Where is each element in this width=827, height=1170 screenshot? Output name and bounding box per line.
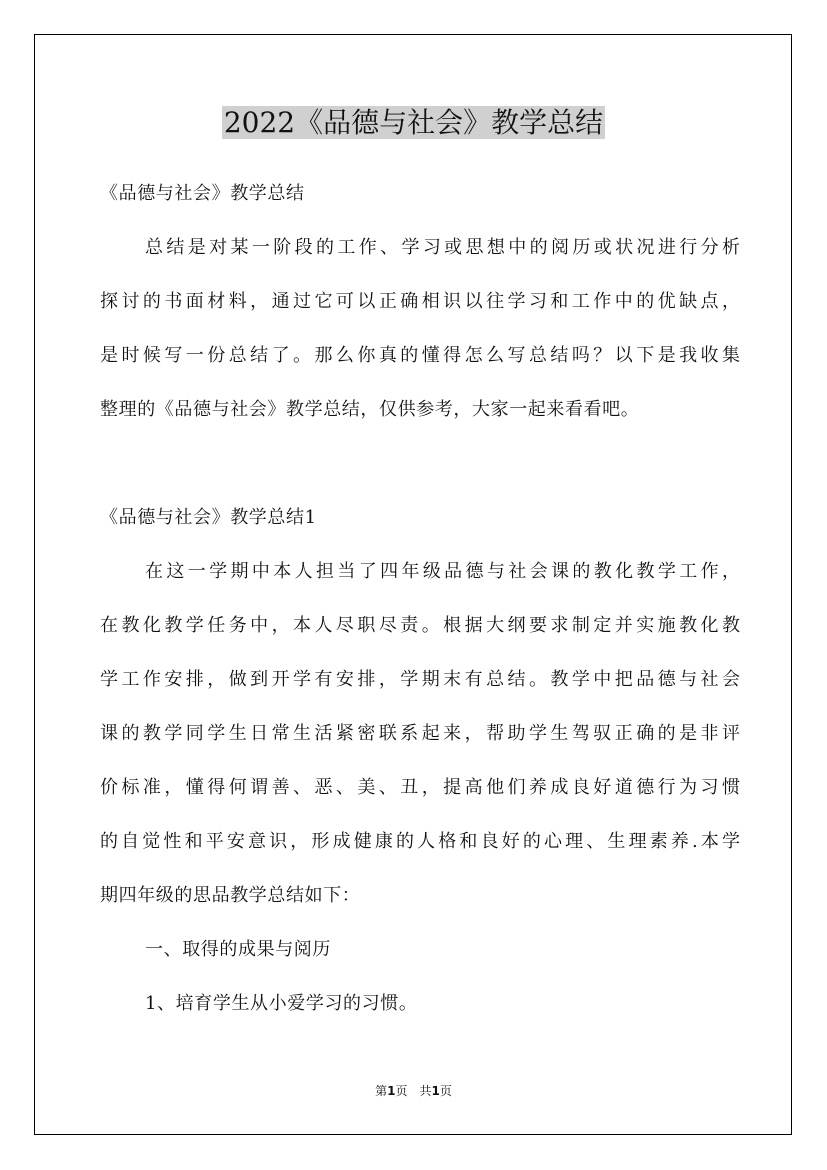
footer-prefix: 第 xyxy=(375,1084,388,1098)
intro-line-2: 探讨的书面材料，通过它可以正确相识以往学习和工作中的优缺点， xyxy=(100,291,740,312)
section1-line-3: 学工作安排，做到开学有安排，学期末有总结。教学中把品德与社会 xyxy=(100,669,740,690)
section1-line-2: 在教化教学任务中，本人尽职尽责。根据大纲要求制定并实施教化教 xyxy=(100,615,740,636)
footer-page-number: 1 xyxy=(387,1084,396,1098)
section1-line-6: 的自觉性和平安意识，形成健康的人格和良好的心理、生理素养.本学 xyxy=(100,831,740,852)
document-title xyxy=(0,102,827,144)
intro-heading: 《品德与社会》教学总结 xyxy=(100,183,305,204)
section1-heading: 《品德与社会》教学总结1 xyxy=(100,507,317,528)
list-item-1: 1、培育学生从小爱学习的习惯。 xyxy=(145,993,418,1014)
footer-suffix: 页 xyxy=(439,1084,452,1098)
footer-mid: 页 共 xyxy=(395,1084,432,1098)
intro-line-1: 总结是对某一阶段的工作、学习或思想中的阅历或状况进行分析 xyxy=(145,237,740,258)
section1-line-4: 课的教学同学生日常生活紧密联系起来，帮助学生驾驭正确的是非评 xyxy=(100,723,740,744)
intro-line-4: 整理的《品德与社会》教学总结，仅供参考，大家一起来看看吧。 xyxy=(100,399,640,420)
document-title-text: 2022《品德与社会》教学总结 xyxy=(223,106,604,139)
section1-line-7: 期四年级的思品教学总结如下： xyxy=(100,885,361,906)
page-footer xyxy=(0,1083,827,1099)
intro-line-3: 是时候写一份总结了。那么你真的懂得怎么写总结吗？以下是我收集 xyxy=(100,345,740,366)
section1-line-1: 在这一学期中本人担当了四年级品德与社会课的教化教学工作， xyxy=(145,561,740,582)
footer-page-total: 1 xyxy=(431,1084,440,1098)
subheading-achievements: 一、取得的成果与阅历 xyxy=(145,939,331,960)
section1-line-5: 价标准，懂得何谓善、恶、美、丑，提高他们养成良好道德行为习惯 xyxy=(100,777,740,798)
